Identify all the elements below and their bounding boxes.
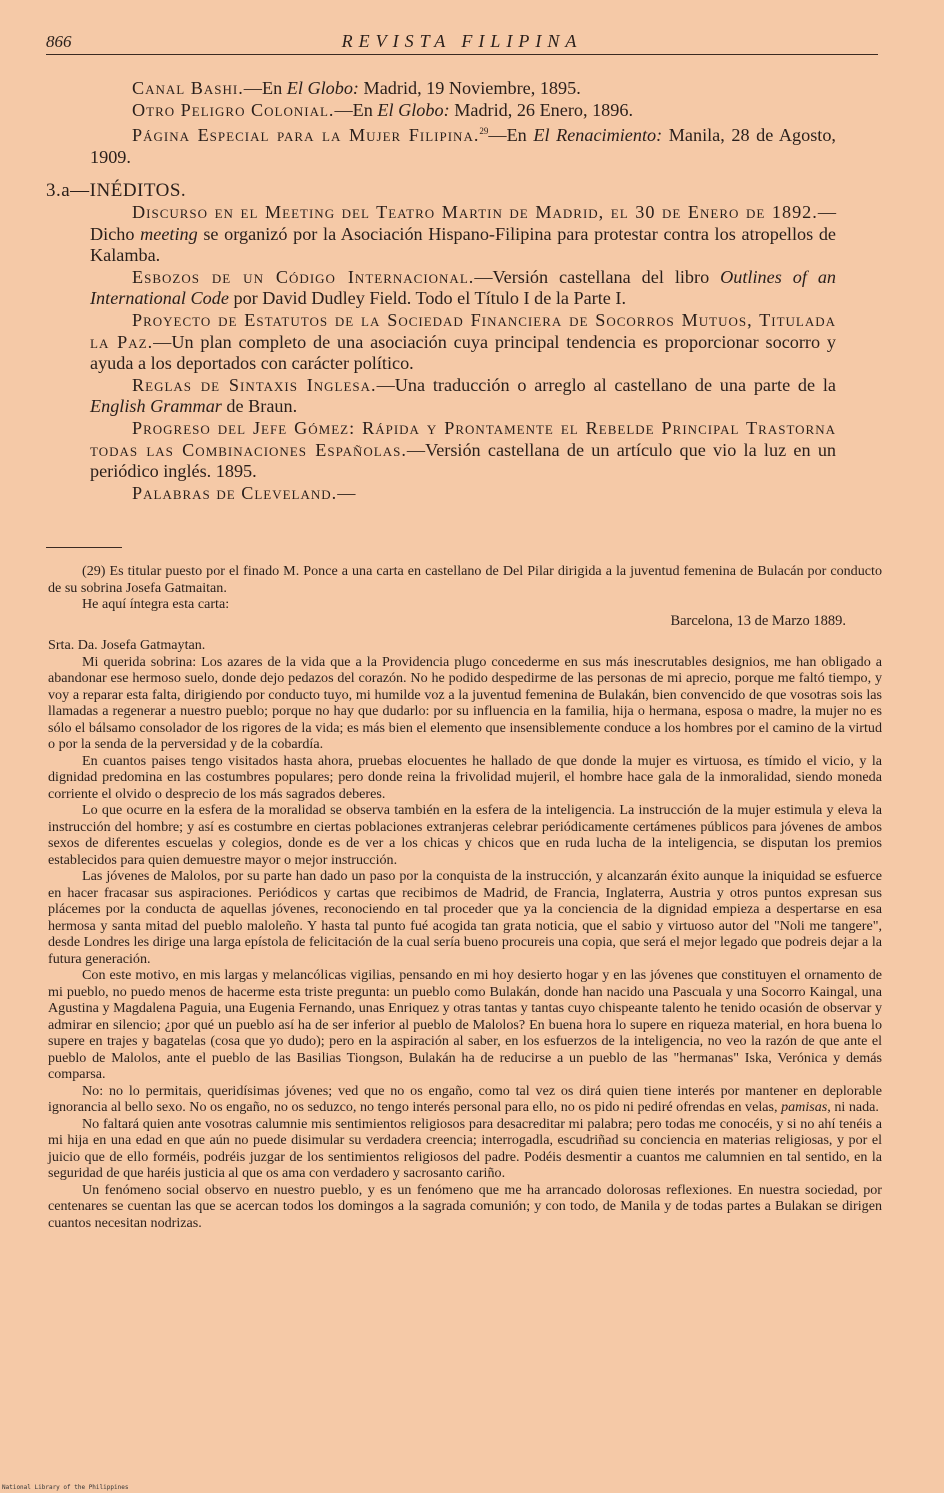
letter-paragraph: En cuantos paises tengo visitados hasta ahora, pruebas elocuentes he hallado de que donde la mujer es virtuosa, es tímido el vicio, y la dignidad predomina en las costumbres populares; pero donde reina la frivolidad mujeril, el hombre hace gala de la inmoralidad, siendo moneda corriente el olvido o desprecio de los más sagrados deberes.: [48, 752, 882, 802]
entry-progreso: Progreso del Jefe Gómez: Rápida y Prontamente el Rebelde Principal Trastorna todas las Combinaciones Españolas.—Versión castellana de un artículo que vio la luz en un periódico inglés. 1895.: [90, 417, 837, 482]
entry-reglas: Reglas de Sintaxis Inglesa.—Una traducción o arreglo al castellano de una parte de la English Grammar de Braun.: [90, 374, 836, 417]
letter-paragraph: No faltará quien ante vosotras calumnie mis sentimientos religiosos para desacreditar mi palabra; pero todas me conocéis, y si no ahí tenéis a mi hija en una edad en que aún no puede disimular su verdadera creencia; interrogadla, escudriñad su conciencia en materias religiosas, y por el juicio que de ello forméis, podréis juzgar de los sentimientos religiosos del padre. Podéis desmentir a cuantos me calumnien en tal sentido, en la seguridad de que haréis justicia al que os ama con verdadero y sacrosanto cariño.: [48, 1115, 882, 1181]
entry-palabras: Palabras de Cleveland.—: [132, 482, 356, 503]
main-text: [46, 78, 837, 504]
entry-discurso: Discurso en el Meeting del Teatro Martin de Madrid, el 30 de Enero de 1892.—Dicho meeting se organizó por la Asociación Hispano-Filipina para protestar contra los atropellos de Kalamba.: [90, 202, 836, 266]
letter-date: Barcelona, 13 de Marzo 1889.: [670, 612, 846, 629]
page-number: 866: [46, 32, 72, 51]
letter-paragraph: Lo que ocurre en la esfera de la moralidad se observa también en la esfera de la inteligencia. La instrucción de la mujer estimula y eleva la instrucción del hombre; y así es costumbre en ciertas poblaciones extranjeras celebrar periódicamente certámenes públicos para jóvenes de ambos sexos de diferentes escuelas y colegios, donde es de ver a los chicas y chicos que en ruda lucha de la inteligencia, se disputan los premios establecidos para quien demuestre mayor o mejor instrucción.: [48, 802, 882, 868]
section-heading: 3.a—INÉDITOS.: [46, 180, 187, 202]
entry-canal-bashi: Canal Bashi.—En El Globo: Madrid, 19 Noviembre, 1895.: [132, 78, 581, 98]
footnote-rule: [46, 547, 122, 548]
footnote-intro: (29) Es titular puesto por el finado M. Ponce a una carta en castellano de Del Pilar dirigida a la juventud femenina de Bulacán por conducto de su sobrina Josefa Gatmaitan.: [48, 563, 882, 596]
library-credit: National Library of the Philippines: [2, 1484, 129, 1491]
entry-esbozos: Esbozos de un Código Internacional.—Versión castellana del libro Outlines of an International Code por David Dudley Field. Todo el Título I de la Parte I.: [90, 266, 837, 309]
entry-otro-peligro: Otro Peligro Colonial.—En El Globo: Madrid, 26 Enero, 1896.: [132, 99, 634, 120]
letter-paragraph: No: no lo permitais, queridísimas jóvenes; ved que no os engaño, como tal vez os dirá quien tiene interés por mantener en deplorable ignorancia al bello sexo. No os engaño, no os seduzco, no tengo interés personal para ello, no os pido ni pediré ofrendas en velas, pamisas, ni nada.: [48, 1082, 882, 1115]
running-header: [46, 30, 878, 55]
entry-pagina-especial: Página Especial para la Mujer Filipina.$^{29}$—En El Renacimiento: Manila, 28 de Agosto, 1909.: [90, 125, 836, 167]
footnote-lead: He aquí íntegra esta carta:: [82, 596, 230, 612]
letter-paragraph: Mi querida sobrina: Los azares de la vida que a la Providencia plugo concederme en sus más inescrutables designios, me han obligado a abandonar ese hermoso suelo, donde dejo pedazos del corazón. No he podido despedirme de las personas de mi aprecio, porque me faltó tiempo, y voy a reparar esta falta, dirigiendo por conducto tuyo, mi humilde voz a la juventud femenina de Bulakán, bien convencido de que vosotras sois las llamadas a regenerar a nuestro pueblo; porque no hay que dudarlo: por su influencia en la familia, hija o hermana, esposa o madre, la mujer no es sólo el bálsamo consolador de los rigores de la vida; es más bien el elemento que insensiblemente conduce a los hombres por el camino de la virtud o por la senda de la perversidad y de la cobardía.: [48, 653, 882, 752]
footnote-marker: (29): [82, 563, 106, 579]
footnote-reference: 29: [479, 126, 489, 137]
footnote: [48, 563, 882, 1231]
letter-paragraph: Un fenómeno social observo en nuestro pueblo, y es un fenómeno que me ha arrancado dolorosas reflexiones. En nuestra sociedad, por centenares se cuentan las que se acercan todos los domingos a la sagrada comunión; y con todo, de Manila y de todas partes a Bulakan se dirigen cuantos necesitan nodrizas.: [48, 1181, 882, 1231]
letter-salutation: Srta. Da. Josefa Gatmaytan.: [48, 637, 206, 653]
letter-paragraph: Las jóvenes de Malolos, por su parte han dado un paso por la conquista de la instrucción, y alcanzarán éxito aunque la iniquidad se esfuerce en hacer fracasar sus aspiraciones. Periódicos y cartas que recibimos de Madrid, de Francia, Inglaterra, Austria y otros puntos expresan sus plácemes por la conducta de aquellas jóvenes, reconociendo en tal proceder que ya la conciencia de la dignidad empieza a despertarse en esa hermosa y santa mitad del pueblo maloleño. Y hasta tal punto fué acogida tan grata noticia, que el sabio y virtuoso autor del "Noli me tangere", desde Londres les dirige una larga epístola de felicitación de la cual sería bueno procureis una copia, que será el mejor legado que podreis dejar a la futura generación.: [48, 868, 882, 967]
running-title: REVISTA FILIPINA: [341, 31, 583, 51]
entry-proyecto: Proyecto de Estatutos de la Sociedad Financiera de Socorros Mutuos, Titulada la Paz.—Un plan completo de una asociación cuya principal tendencia es proporcionar socorro y ayuda a los deportados con carácter político.: [90, 310, 836, 374]
letter-paragraph: Con este motivo, en mis largas y melancólicas vigilias, pensando en mi hoy desierto hogar y en las jóvenes que constituyen el ornamento de mi pueblo, no puedo menos de hacerme esta triste pregunta: un pueblo como Bulakán, donde han nacido una Pascuala y una Socorro Kaingal, una Agustina y Magdalena Paguia, una Eugenia Fernando, unas Enriquez y otras tantas y tantas cuyo chispeante talento he tenido ocasión de observar y admirar en silencio; ¿por qué un pueblo así ha de ser inferior al pueblo de Malolos? En buena hora lo supere en riqueza material, en hora buena lo supere en trajes y bagatelas (cosa que yo dudo); pero en la aspiración al saber, en los esfuerzos de la inteligencia, no veo la razón de que ante el pueblo de Malolos, ante el pueblo de las Basilias Tiongson, Bulakán ha de reducirse a un pueblo de las "hermanas" Iska, Verónica y demás comparsa.: [48, 967, 882, 1082]
